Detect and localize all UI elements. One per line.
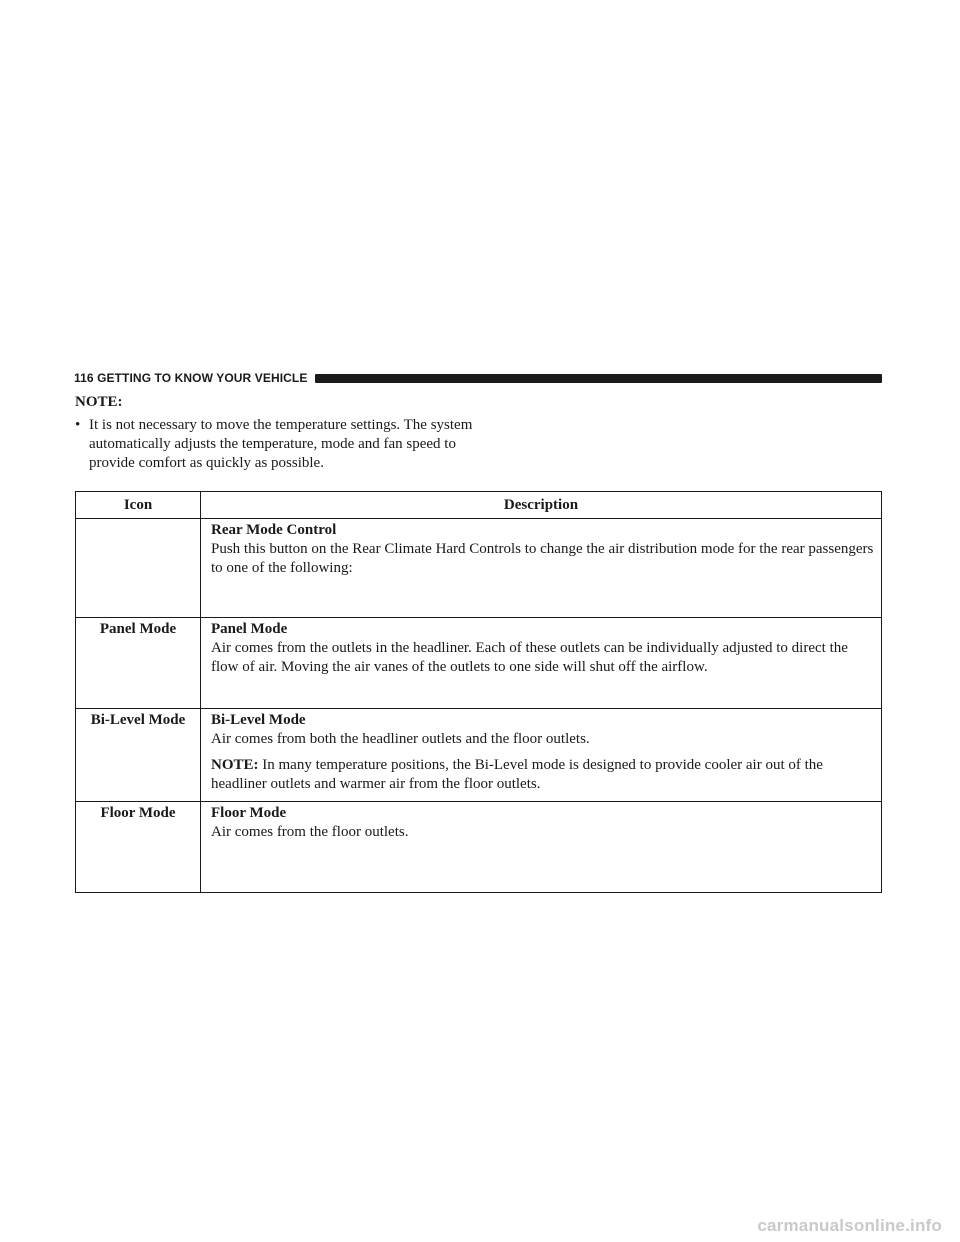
- column-header-description: Description: [201, 492, 882, 519]
- table-row-floor-mode: [76, 802, 882, 893]
- table-row-rear-mode-control: [76, 519, 882, 618]
- note-title: NOTE:: [75, 394, 123, 410]
- description-cell: [201, 802, 882, 893]
- bullet-icon: •: [75, 417, 81, 433]
- table-row-panel-mode: [76, 618, 882, 709]
- note-bullet-text: It is not necessary to move the temperature settings. The system automatically adjusts the temperature, mode and fan speed to provide comfort as quickly as possible.: [89, 417, 473, 471]
- description-cell: [201, 709, 882, 802]
- icon-cell: [76, 709, 201, 802]
- mode-table: [75, 491, 882, 893]
- icon-label: Panel Mode: [99, 621, 177, 637]
- watermark: carmanualsonline.info: [757, 1216, 942, 1235]
- page-header: [74, 370, 882, 386]
- description-title: Panel Mode: [211, 621, 288, 637]
- description-title: Floor Mode: [211, 805, 287, 821]
- description-cell: [201, 618, 882, 709]
- page-header-label: 116 GETTING TO KNOW YOUR VEHICLE: [74, 371, 308, 385]
- description-title: Rear Mode Control: [211, 522, 337, 538]
- table-row-bi-level-mode: [76, 709, 882, 802]
- description-note-text: In many temperature positions, the Bi-Level mode is designed to provide cooler air out of the headliner outlets and warmer air from the floor outlets.: [211, 757, 823, 792]
- description-cell: [201, 519, 882, 618]
- description-note-label: NOTE:: [211, 757, 259, 773]
- description-body: Air comes from the outlets in the headliner. Each of these outlets can be individually adjusted to direct the flow of air. Moving the air vanes of the outlets to one side will shut off the airflow.: [211, 640, 848, 675]
- description-body: Air comes from both the headliner outlets and the floor outlets.: [211, 731, 590, 747]
- note-bullet: [75, 416, 475, 473]
- description-body: Push this button on the Rear Climate Hard Controls to change the air distribution mode for the rear passengers to one of the following:: [211, 541, 874, 576]
- column-header-icon: Icon: [76, 492, 201, 519]
- table-header-row: [76, 492, 882, 519]
- icon-label: Bi-Level Mode: [90, 712, 186, 728]
- icon-label: [76, 519, 200, 521]
- icon-cell: [76, 618, 201, 709]
- icon-cell: [76, 519, 201, 618]
- icon-cell: [76, 802, 201, 893]
- description-title: Bi-Level Mode: [211, 712, 306, 728]
- icon-label: Floor Mode: [100, 805, 176, 821]
- description-note: [211, 756, 877, 794]
- header-rule: [315, 374, 882, 383]
- description-body: Air comes from the floor outlets.: [211, 824, 409, 840]
